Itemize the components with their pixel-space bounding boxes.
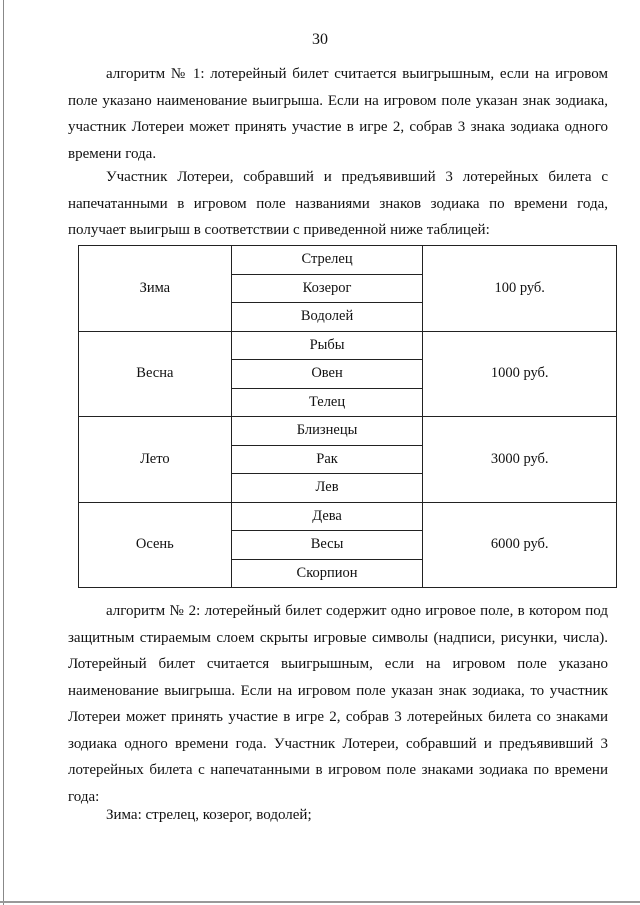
page-number: 30 xyxy=(312,31,328,48)
zodiac-sign-cell: Скорпион xyxy=(231,559,423,588)
paragraph-winning-rules: Участник Лотереи, собравший и предъявивший 3 лотерейных билета с напечатанными в игровом поле названиями знаков зодиака по времени года, получает выигрыш в соответствии с приведенной ниже таблицей: xyxy=(68,169,608,238)
zodiac-sign-cell: Лев xyxy=(231,474,423,503)
table-row xyxy=(79,502,617,531)
season-cell: Осень xyxy=(79,502,232,588)
prize-cell: 3000 руб. xyxy=(423,417,617,503)
zodiac-sign-cell: Водолей xyxy=(231,303,423,332)
scan-edge-bottom xyxy=(0,901,640,903)
scan-edge-left xyxy=(3,0,4,905)
zodiac-sign-cell: Близнецы xyxy=(231,417,423,446)
season-cell: Весна xyxy=(79,331,232,417)
zodiac-sign-cell: Козерог xyxy=(231,274,423,303)
prize-cell: 100 руб. xyxy=(423,246,617,332)
prize-cell: 6000 руб. xyxy=(423,502,617,588)
zodiac-sign-cell: Телец xyxy=(231,388,423,417)
prize-cell: 1000 руб. xyxy=(423,331,617,417)
zodiac-sign-cell: Овен xyxy=(231,360,423,389)
table-row xyxy=(79,246,617,275)
table-row xyxy=(79,331,617,360)
zodiac-sign-cell: Весы xyxy=(231,531,423,560)
prize-table xyxy=(78,245,617,588)
zodiac-sign-cell: Дева xyxy=(231,502,423,531)
zodiac-sign-cell: Стрелец xyxy=(231,246,423,275)
season-cell: Лето xyxy=(79,417,232,503)
zodiac-sign-cell: Рыбы xyxy=(231,331,423,360)
season-cell: Зима xyxy=(79,246,232,332)
paragraph-algorithm-2: алгоритм № 2: лотерейный билет содержит одно игровое поле, в котором под защитным стираемым слоем скрыты игровые символы (надписи, рисунки, числа). Лотерейный билет считается выигрышным, если на игровом поле указано наименование выигрыша. Если на игровом поле указан знак зодиака, то участник Лотереи может принять участие в игре 2, собрав 3 лотерейных билета со знаками зодиака одного времени года. Участник Лотереи, собравший и предъявивший 3 лотерейных билета с напечатанными в игровом поле знаками зодиака по времени года: xyxy=(68,603,608,805)
zodiac-sign-cell: Рак xyxy=(231,445,423,474)
table-row xyxy=(79,417,617,446)
paragraph-winter-signs: Зима: стрелец, козерог, водолей; xyxy=(106,807,312,823)
paragraph-algorithm-1: алгоритм № 1: лотерейный билет считается выигрышным, если на игровом поле указано наименование выигрыша. Если на игровом поле указан знак зодиака, участник Лотереи может принять участие в игре 2, собрав 3 знака зодиака одного времени года. xyxy=(68,66,608,162)
